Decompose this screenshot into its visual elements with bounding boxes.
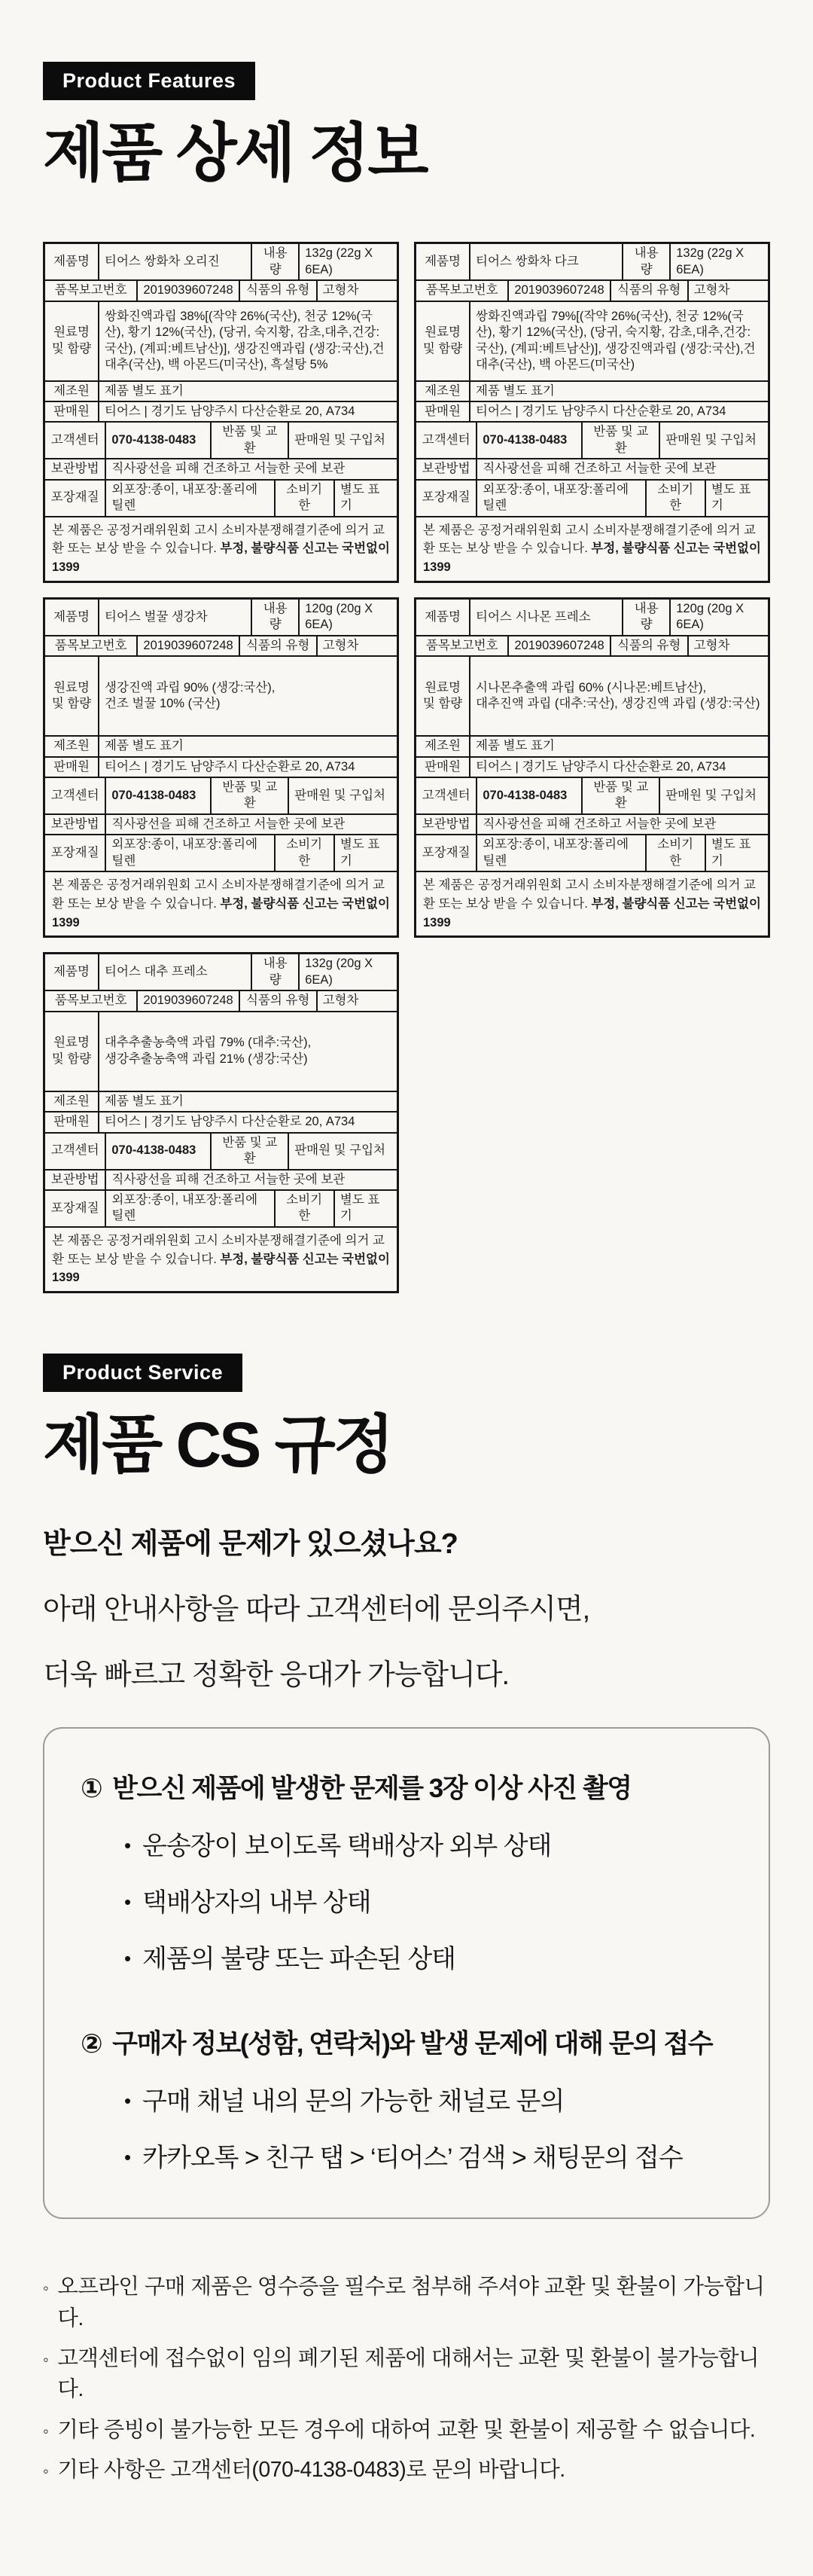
table-row [45, 380, 397, 401]
consumer-notice [416, 516, 768, 581]
value-storage: 직사광선을 피해 건조하고 서늘한 곳에 보관 [476, 815, 768, 834]
value-ingredients: 시나몬추출액 과립 60% (시나몬:베트남산), 대추진액 과립 (대추:국산), 생강진액 과립 (생강:국산) [469, 657, 768, 735]
label-returns: 반품 및 교환 [210, 1134, 288, 1169]
label-seller: 판매원 [53, 404, 90, 418]
value-report-no: 2019039607248 [507, 281, 609, 300]
table-row [45, 777, 397, 813]
table-row [416, 655, 768, 735]
value-product-name: 티어스 대추 프레소 [98, 954, 251, 990]
label-ingredients: 원료명 및 함량 [51, 325, 92, 356]
label-product-name: 제품명 [53, 965, 90, 979]
cs-section [43, 1354, 770, 2486]
value-packaging: 외포장:종이, 내포장:폴리에틸렌 [105, 1191, 273, 1226]
note-line [43, 2415, 770, 2446]
consumer-notice-bold: 부정, 불량식품 신고는 국번없이 1399 [423, 542, 761, 575]
value-manufacturer: 제품 별도 표기 [98, 1092, 397, 1111]
label-expiry: 소비기한 [645, 835, 705, 871]
label-product-name: 제품명 [53, 254, 90, 268]
cs-footer-notes [43, 2272, 770, 2486]
consumer-notice [45, 516, 397, 581]
label-expiry: 소비기한 [274, 1191, 333, 1226]
features-title: 제품 상세 정보 [43, 118, 427, 188]
consumer-notice-bold: 부정, 불량식품 신고는 국번없이 1399 [52, 542, 390, 575]
table-row [45, 954, 397, 990]
label-food-type: 식품의 유형 [239, 281, 316, 300]
label-returns: 반품 및 교환 [210, 423, 288, 458]
consumer-notice-bold: 부정, 불량식품 신고는 국번없이 1399 [423, 896, 761, 929]
cs-title: 제품 CS 규정 [43, 1409, 392, 1481]
label-cs-center: 고객센터 [422, 433, 470, 447]
table-row [416, 401, 768, 421]
label-report-no: 품목보고번호 [425, 638, 498, 652]
value-expiry: 별도 표기 [333, 1191, 397, 1226]
label-cs-center: 고객센터 [422, 788, 470, 802]
value-product-name: 티어스 시나몬 프레소 [469, 600, 622, 635]
list-item [124, 1882, 738, 1918]
value-report-no: 2019039607248 [507, 636, 609, 655]
label-food-type: 식품의 유형 [610, 281, 687, 300]
value-food-type: 고형차 [687, 636, 768, 655]
value-net-weight: 120g (20g X 6EA) [669, 600, 768, 635]
value-net-weight: 132g (22g X 6EA) [298, 244, 397, 279]
value-product-name: 티어스 벌꿀 생강차 [98, 600, 251, 635]
table-row [416, 756, 768, 777]
consumer-notice-text: 본 제품은 공정거래위원회 고시 소비자분쟁해결기준에 의거 교환 또는 보상 받을 수 있습니다. [423, 523, 756, 556]
bullet-text: 카카오톡 > 친구 탭 > ‘티어스’ 검색 > 채팅문의 접수 [142, 2144, 683, 2173]
label-product-name: 제품명 [425, 609, 461, 624]
value-expiry: 별도 표기 [705, 835, 768, 871]
table-row [416, 813, 768, 834]
value-expiry: 별도 표기 [333, 835, 397, 871]
label-food-type: 식품의 유형 [239, 991, 316, 1010]
table-row [45, 756, 397, 777]
value-seller: 티어스 | 경기도 남양주시 다산순환로 20, A734 [98, 758, 397, 777]
label-net-weight: 내용량 [251, 600, 298, 635]
value-ingredients: 쌍화진액과립 79%[(작약 26%(국산), 천궁 12%(국산), 황기 12%(국산), (당귀, 숙지황, 감초,대추,건강:국산), (계피:베트남산)], 생강진액과립 (생강:국산),건대추(국산), 백 아몬드(미국산) [469, 302, 768, 380]
table-row [45, 479, 397, 516]
value-food-type: 고형차 [316, 281, 397, 300]
cs-step-1-title-text: 받으신 제품에 발생한 문제를 3장 이상 사진 촬영 [112, 1774, 632, 1804]
table-row [45, 458, 397, 478]
value-storage: 직사광선을 피해 건조하고 서늘한 곳에 보관 [105, 815, 397, 834]
table-row [45, 1111, 397, 1131]
table-row [45, 1091, 397, 1111]
label-food-type: 식품의 유형 [239, 636, 316, 655]
cs-step-2 [81, 2023, 738, 2174]
note-text: 오프라인 구매 제품은 영수증을 필수로 첨부해 주셔야 교환 및 환불이 가능합니다. [57, 2275, 765, 2330]
spec-table-honey-ginger [43, 597, 399, 939]
label-manufacturer: 제조원 [53, 1094, 90, 1108]
consumer-notice-text: 본 제품은 공정거래위원회 고시 소비자분쟁해결기준에 의거 교환 또는 보상 받을 수 있습니다. [52, 1233, 385, 1266]
list-item [124, 2080, 738, 2117]
product-features-badge-label: Product Features [62, 69, 236, 92]
label-returns: 반품 및 교환 [210, 778, 288, 813]
label-cs-center: 고객센터 [50, 1143, 99, 1158]
cs-step-1-bullets [81, 1825, 738, 1975]
label-report-no: 품목보고번호 [54, 283, 127, 298]
table-row [45, 635, 397, 655]
consumer-notice [45, 1226, 397, 1291]
value-returns: 판매원 및 구입처 [659, 778, 768, 813]
value-food-type: 고형차 [687, 281, 768, 300]
circle-bullet-icon: ◦ [43, 2421, 49, 2440]
note-line [43, 2455, 770, 2486]
label-net-weight: 내용량 [622, 244, 669, 279]
table-row [45, 813, 397, 834]
value-storage: 직사광선을 피해 건조하고 서늘한 곳에 보관 [476, 459, 768, 478]
value-returns: 판매원 및 구입처 [288, 778, 397, 813]
label-manufacturer: 제조원 [425, 383, 461, 398]
consumer-notice-text: 본 제품은 공정거래위원회 고시 소비자분쟁해결기준에 의거 교환 또는 보상 받을 수 있습니다. [423, 878, 756, 911]
label-seller: 판매원 [53, 1115, 90, 1129]
value-packaging: 외포장:종이, 내포장:폴리에틸렌 [476, 481, 644, 516]
spec-table-jujube-presso [43, 952, 399, 1293]
table-row [416, 244, 768, 279]
table-row [45, 1011, 397, 1091]
table-row [416, 600, 768, 635]
table-row [416, 301, 768, 380]
value-ingredients: 생강진액 과립 90% (생강:국산), 건조 벌꿀 10% (국산) [98, 657, 397, 735]
product-spec-tables [43, 242, 770, 1293]
label-manufacturer: 제조원 [425, 739, 461, 753]
table-row [45, 735, 397, 755]
table-row [45, 244, 397, 279]
cs-step-1 [81, 1768, 738, 1975]
value-returns: 판매원 및 구입처 [288, 423, 397, 458]
label-storage: 보관방법 [50, 1172, 99, 1186]
table-row [416, 834, 768, 871]
table-row [45, 1189, 397, 1226]
value-cs-phone: 070-4138-0483 [476, 778, 581, 813]
label-manufacturer: 제조원 [53, 383, 90, 398]
table-row [45, 1169, 397, 1189]
bullet-text: 운송장이 보이도록 택배상자 외부 상태 [142, 1832, 552, 1861]
consumer-notice-bold: 부정, 불량식품 신고는 국번없이 1399 [52, 896, 390, 929]
table-row [45, 655, 397, 735]
value-cs-phone: 070-4138-0483 [105, 778, 210, 813]
label-report-no: 품목보고번호 [54, 638, 127, 652]
bullet-icon: • [124, 2146, 131, 2169]
value-storage: 직사광선을 피해 건조하고 서늘한 곳에 보관 [105, 459, 397, 478]
step-1-number-icon: ① [81, 1774, 102, 1804]
label-report-no: 품목보고번호 [425, 283, 498, 298]
note-text: 기타 사항은 고객센터(070-4138-0483)로 문의 바랍니다. [57, 2457, 565, 2482]
label-net-weight: 내용량 [622, 600, 669, 635]
value-manufacturer: 제품 별도 표기 [469, 737, 768, 755]
cs-step-2-title-text: 구매자 정보(성함, 연락처)와 발생 문제에 대해 문의 접수 [112, 2029, 713, 2059]
label-storage: 보관방법 [422, 816, 470, 831]
table-row [416, 458, 768, 478]
cs-question: 받으신 제품에 문제가 있으셨나요? [43, 1528, 458, 1561]
consumer-notice [416, 871, 768, 935]
step-2-number-icon: ② [81, 2029, 102, 2059]
cs-step-2-bullets [81, 2080, 738, 2174]
consumer-notice-text: 본 제품은 공정거래위원회 고시 소비자분쟁해결기준에 의거 교환 또는 보상 받을 수 있습니다. [52, 878, 385, 911]
consumer-notice-bold: 부정, 불량식품 신고는 국번없이 1399 [52, 1252, 390, 1285]
value-returns: 판매원 및 구입처 [659, 423, 768, 458]
label-packaging: 포장재질 [422, 490, 470, 505]
product-service-badge-label: Product Service [62, 1361, 224, 1384]
label-packaging: 포장재질 [422, 846, 470, 860]
table-row [416, 421, 768, 458]
value-cs-phone: 070-4138-0483 [105, 423, 210, 458]
table-row [416, 279, 768, 300]
value-manufacturer: 제품 별도 표기 [98, 382, 397, 401]
table-row [45, 600, 397, 635]
spec-table-cinnamon-presso [414, 597, 770, 939]
value-packaging: 외포장:종이, 내포장:폴리에틸렌 [105, 835, 273, 871]
cs-desc-line-1: 아래 안내사항을 따라 고객센터에 문의주시면, [43, 1594, 590, 1626]
value-cs-phone: 070-4138-0483 [476, 423, 581, 458]
note-line [43, 2343, 770, 2406]
bullet-text: 택배상자의 내부 상태 [142, 1888, 371, 1918]
value-net-weight: 132g (22g X 6EA) [669, 244, 768, 279]
value-expiry: 별도 표기 [705, 481, 768, 516]
bullet-text: 제품의 불량 또는 파손된 상태 [142, 1945, 456, 1974]
label-expiry: 소비기한 [274, 481, 333, 516]
value-manufacturer: 제품 별도 표기 [469, 382, 768, 401]
value-returns: 판매원 및 구입처 [288, 1134, 397, 1169]
value-packaging: 외포장:종이, 내포장:폴리에틸렌 [105, 481, 273, 516]
value-ingredients: 쌍화진액과립 38%[(작약 26%(국산), 천궁 12%(국산), 황기 12%(국산), (당귀, 숙지황, 감초,대추,건강:국산), (계피:베트남산)], 생강진액과립 (생강:국산),건대추(국산), 백 아몬드(미국산), 흑설탕 5% [98, 302, 397, 380]
bullet-icon: • [124, 1834, 131, 1857]
circle-bullet-icon: ◦ [43, 2278, 49, 2298]
value-storage: 직사광선을 피해 건조하고 서늘한 곳에 보관 [105, 1170, 397, 1189]
consumer-notice [45, 871, 397, 935]
value-seller: 티어스 | 경기도 남양주시 다산순환로 20, A734 [469, 402, 768, 421]
label-food-type: 식품의 유형 [610, 636, 687, 655]
spec-table-ssanghwa-origin [43, 242, 399, 583]
label-returns: 반품 및 교환 [581, 778, 659, 813]
cs-step-2-title [81, 2023, 738, 2061]
value-packaging: 외포장:종이, 내포장:폴리에틸렌 [476, 835, 644, 871]
cs-desc-line-2: 더욱 빠르고 정확한 응대가 가능합니다. [43, 1659, 510, 1692]
value-food-type: 고형차 [316, 636, 397, 655]
table-row [45, 279, 397, 300]
bullet-icon: • [124, 1947, 131, 1970]
label-seller: 판매원 [425, 404, 461, 418]
value-product-name: 티어스 쌍화차 다크 [469, 244, 622, 279]
list-item [124, 2137, 738, 2174]
table-row [45, 1132, 397, 1169]
table-row [45, 834, 397, 871]
label-storage: 보관방법 [50, 816, 99, 831]
table-row [45, 301, 397, 380]
table-row [45, 990, 397, 1010]
label-report-no: 품목보고번호 [54, 993, 127, 1008]
consumer-notice-text: 본 제품은 공정거래위원회 고시 소비자분쟁해결기준에 의거 교환 또는 보상 받을 수 있습니다. [52, 523, 385, 556]
label-returns: 반품 및 교환 [581, 423, 659, 458]
value-net-weight: 132g (20g X 6EA) [298, 954, 397, 990]
value-product-name: 티어스 쌍화차 오리진 [98, 244, 251, 279]
label-cs-center: 고객센터 [50, 788, 99, 802]
label-storage: 보관방법 [422, 462, 470, 476]
label-net-weight: 내용량 [251, 954, 298, 990]
circle-bullet-icon: ◦ [43, 2461, 49, 2480]
value-manufacturer: 제품 별도 표기 [98, 737, 397, 755]
table-row [416, 635, 768, 655]
label-expiry: 소비기한 [645, 481, 705, 516]
label-packaging: 포장재질 [50, 1201, 99, 1215]
label-ingredients: 원료명 및 함량 [51, 1036, 92, 1066]
note-text: 기타 증빙이 불가능한 모든 경우에 대하여 교환 및 환불이 제공할 수 없습니다. [57, 2417, 756, 2442]
table-row [416, 777, 768, 813]
spec-table-ssanghwa-dark [414, 242, 770, 583]
value-food-type: 고형차 [316, 991, 397, 1010]
table-row [416, 479, 768, 516]
cs-step-1-title [81, 1768, 738, 1805]
value-seller: 티어스 | 경기도 남양주시 다산순환로 20, A734 [469, 758, 768, 777]
value-ingredients: 대추추출농축액 과립 79% (대추:국산), 생강추출농축액 과립 21% (생강:국산) [98, 1012, 397, 1091]
value-report-no: 2019039607248 [136, 636, 238, 655]
value-net-weight: 120g (20g X 6EA) [298, 600, 397, 635]
label-storage: 보관방법 [50, 462, 99, 476]
value-report-no: 2019039607248 [136, 991, 238, 1010]
list-item [124, 1938, 738, 1975]
label-ingredients: 원료명 및 함량 [51, 680, 92, 711]
circle-bullet-icon: ◦ [43, 2349, 49, 2369]
bullet-icon: • [124, 1891, 131, 1914]
bullet-icon: • [124, 2089, 131, 2113]
product-service-badge [43, 1354, 242, 1392]
label-product-name: 제품명 [53, 609, 90, 624]
value-seller: 티어스 | 경기도 남양주시 다산순환로 20, A734 [98, 1113, 397, 1131]
label-cs-center: 고객센터 [50, 433, 99, 447]
label-seller: 판매원 [425, 759, 461, 774]
features-section [43, 62, 770, 1293]
table-row [45, 401, 397, 421]
table-row [45, 421, 397, 458]
label-manufacturer: 제조원 [53, 739, 90, 753]
label-product-name: 제품명 [425, 254, 461, 268]
label-packaging: 포장재질 [50, 846, 99, 860]
value-report-no: 2019039607248 [136, 281, 238, 300]
product-features-badge [43, 62, 255, 100]
label-ingredients: 원료명 및 함량 [422, 680, 463, 711]
value-expiry: 별도 표기 [333, 481, 397, 516]
label-ingredients: 원료명 및 함량 [422, 325, 463, 356]
value-cs-phone: 070-4138-0483 [105, 1134, 210, 1169]
note-text: 고객센터에 접수없이 임의 폐기된 제품에 대해서는 교환 및 환불이 불가능합니다. [57, 2346, 760, 2402]
label-seller: 판매원 [53, 759, 90, 774]
label-expiry: 소비기한 [274, 835, 333, 871]
bullet-text: 구매 채널 내의 문의 가능한 채널로 문의 [142, 2087, 565, 2117]
note-line [43, 2272, 770, 2334]
table-row [416, 380, 768, 401]
label-net-weight: 내용량 [251, 244, 298, 279]
table-row [416, 735, 768, 755]
label-packaging: 포장재질 [50, 490, 99, 505]
value-seller: 티어스 | 경기도 남양주시 다산순환로 20, A734 [98, 402, 397, 421]
cs-instructions-box [43, 1727, 770, 2219]
list-item [124, 1825, 738, 1862]
